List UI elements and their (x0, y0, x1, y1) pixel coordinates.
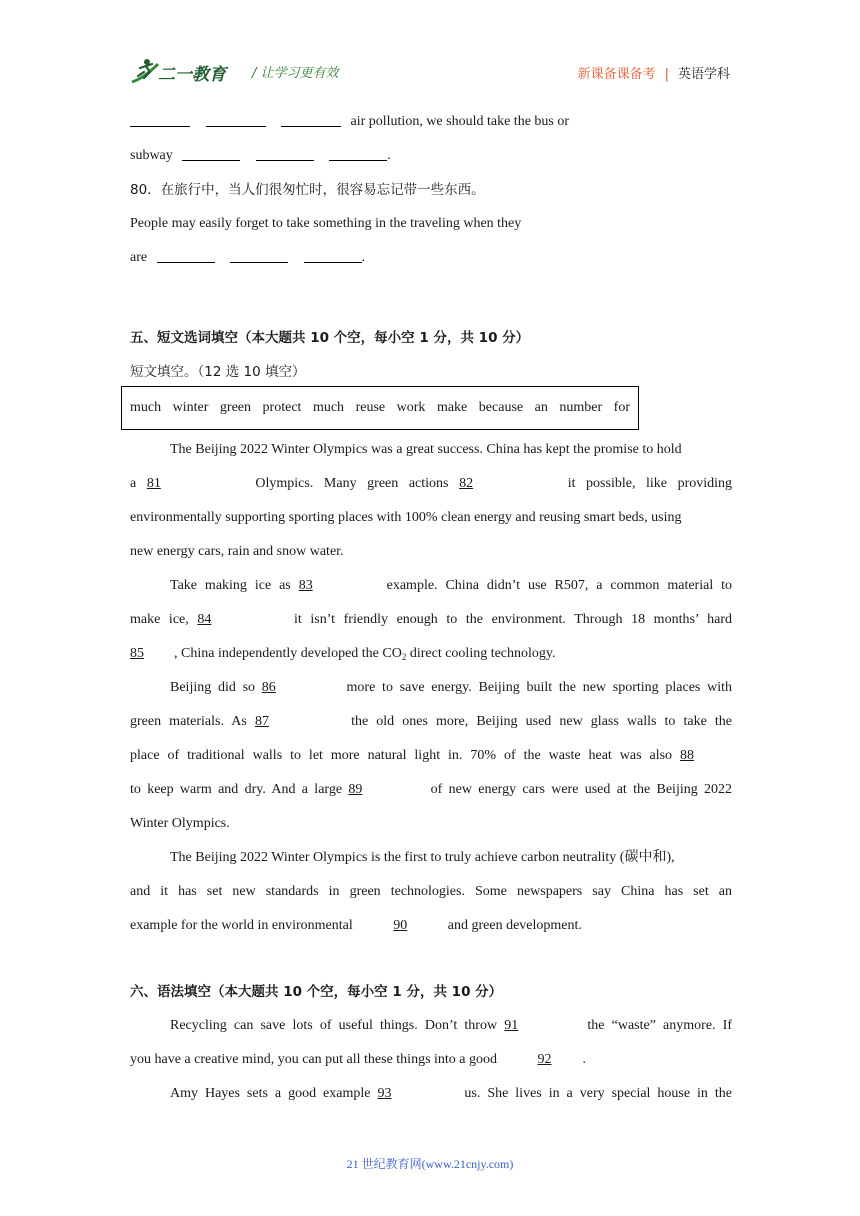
passage-text: the old ones more, Beijing used new glass walls to take the (351, 714, 733, 729)
answer-blank[interactable] (281, 112, 341, 127)
blank-90[interactable]: 90 (393, 918, 408, 933)
logo (130, 56, 242, 88)
q79-text: subway (130, 148, 173, 163)
passage-line (130, 705, 732, 739)
passage-line: The Beijing 2022 Winter Olympics is the first to truly achieve carbon neutrality (碳中和), (170, 850, 675, 865)
word-bank-box (121, 386, 639, 430)
blank-82[interactable]: 82 (459, 476, 474, 491)
page-footer: 21 世纪教育网(www.21cnjy.com) (346, 1157, 514, 1171)
passage-text: it isn’t friendly enough to the environment. Through 18 months’ hard (294, 612, 733, 627)
q79-text: air pollution, we should take the bus or (350, 114, 570, 129)
passage-line (130, 637, 732, 671)
section-6-title: 六、语法填空（本大题共 10 个空，每小空 1 分，共 10 分） (130, 984, 503, 1000)
q80-text: are (130, 250, 148, 265)
answer-blank[interactable] (206, 112, 266, 127)
passage-line: new energy cars, rain and snow water. (130, 544, 344, 559)
q80-english: People may easily forget to take something in the traveling when they (130, 216, 522, 231)
q79-line-2 (130, 139, 732, 173)
slogan: / 让学习更有效 (252, 66, 339, 81)
passage-line (130, 1077, 732, 1111)
passage-text: make ice, (130, 612, 189, 627)
passage-line: Winter Olympics. (130, 816, 230, 831)
passage-line (130, 671, 732, 705)
passage-line (130, 603, 732, 637)
runner-logo-icon (130, 56, 160, 86)
blank-83[interactable]: 83 (298, 578, 313, 593)
passage-line: The Beijing 2022 Winter Olympics was a great success. China has kept the promise to hold (170, 442, 682, 457)
blank-92[interactable]: 92 (537, 1052, 552, 1067)
blank-88[interactable]: 88 (680, 748, 694, 763)
passage-text: it possible, like providing (567, 476, 733, 491)
passage-text: more to save energy. Beijing built the new sporting places with (346, 680, 733, 695)
q79-line-1 (130, 105, 732, 139)
passage-text: Take making ice as (170, 578, 291, 593)
q80-prompt: 80．在旅行中，当人们很匆忙时，很容易忘记带一些东西。 (130, 182, 485, 198)
blank-86[interactable]: 86 (261, 680, 276, 695)
passage-line (130, 569, 732, 603)
subject-label: 英语学科 (677, 67, 730, 82)
blank-84[interactable]: 84 (197, 612, 212, 627)
passage-text: Amy Hayes sets a good example (170, 1086, 371, 1101)
passage-text: of new energy cars were used at the Beijing 2022 (430, 782, 733, 797)
passage-text: . (582, 1052, 587, 1067)
passage-line (130, 909, 732, 943)
passage-section-5 (130, 433, 732, 1111)
q80-text: . (361, 250, 366, 265)
passage-line: environmentally supporting sporting places with 100% clean energy and reusing smart beds, using (130, 510, 682, 525)
answer-blank[interactable] (304, 248, 362, 263)
q80-line (130, 241, 732, 275)
passage-text: you have a creative mind, you can put all these things into a good (130, 1052, 498, 1067)
passage-text: Beijing did so (170, 680, 256, 695)
blank-81[interactable]: 81 (146, 476, 161, 491)
passage-line (130, 739, 732, 773)
passage-text: example for the world in environmental (130, 918, 353, 933)
passage-text: green materials. As (130, 714, 247, 729)
passage-text: Olympics. Many green actions (255, 476, 449, 491)
answer-blank[interactable] (230, 248, 288, 263)
passage-text: example. China didn’t use R507, a common material to (386, 578, 733, 593)
passage-line (130, 467, 732, 501)
passage-text: the “waste” anymore. If (587, 1018, 733, 1033)
answer-blank[interactable] (157, 248, 215, 263)
section-5-instruction: 短文填空。（12 选 10 填空） (130, 364, 306, 380)
passage-text: to keep warm and dry. And a large (130, 782, 343, 797)
passage-text: , China independently developed the CO (174, 646, 402, 661)
passage-text: place of traditional walls to let more natural light in. 70% of the waste heat was also (130, 748, 673, 763)
word-bank: much winter green protect much reuse work make because an number for (130, 400, 630, 415)
header-separator: | (664, 67, 669, 82)
passage-line: and it has set new standards in green technologies. Some newspapers say China has set an (130, 884, 732, 899)
blank-91[interactable]: 91 (504, 1018, 519, 1033)
course-label: 新课备课备考 (577, 67, 656, 82)
answer-blank[interactable] (130, 112, 190, 127)
passage-text: a (130, 476, 137, 491)
blank-87[interactable]: 87 (254, 714, 269, 729)
passage-line (130, 1043, 732, 1077)
blank-93[interactable]: 93 (377, 1086, 392, 1101)
document-body (130, 105, 732, 393)
q79-text: . (387, 148, 391, 163)
passage-text: and green development. (447, 918, 582, 933)
blank-85[interactable]: 85 (130, 646, 144, 661)
header-right (578, 63, 730, 82)
subscript: 2 (401, 652, 407, 662)
passage-text: us. She lives in a very special house in the (464, 1086, 733, 1101)
passage-text: direct cooling technology. (406, 646, 556, 661)
passage-text: Recycling can save lots of useful things. Don’t throw (170, 1018, 498, 1033)
answer-blank[interactable] (182, 146, 240, 161)
blank-89[interactable]: 89 (348, 782, 363, 797)
logo-text: 二一教育 (158, 65, 226, 85)
page-header (130, 56, 730, 92)
answer-blank[interactable] (256, 146, 314, 161)
answer-blank[interactable] (329, 146, 387, 161)
passage-line (130, 1009, 732, 1043)
passage-line (130, 773, 732, 807)
section-5-title: 五、短文选词填空（本大题共 10 个空，每小空 1 分，共 10 分） (130, 330, 530, 346)
